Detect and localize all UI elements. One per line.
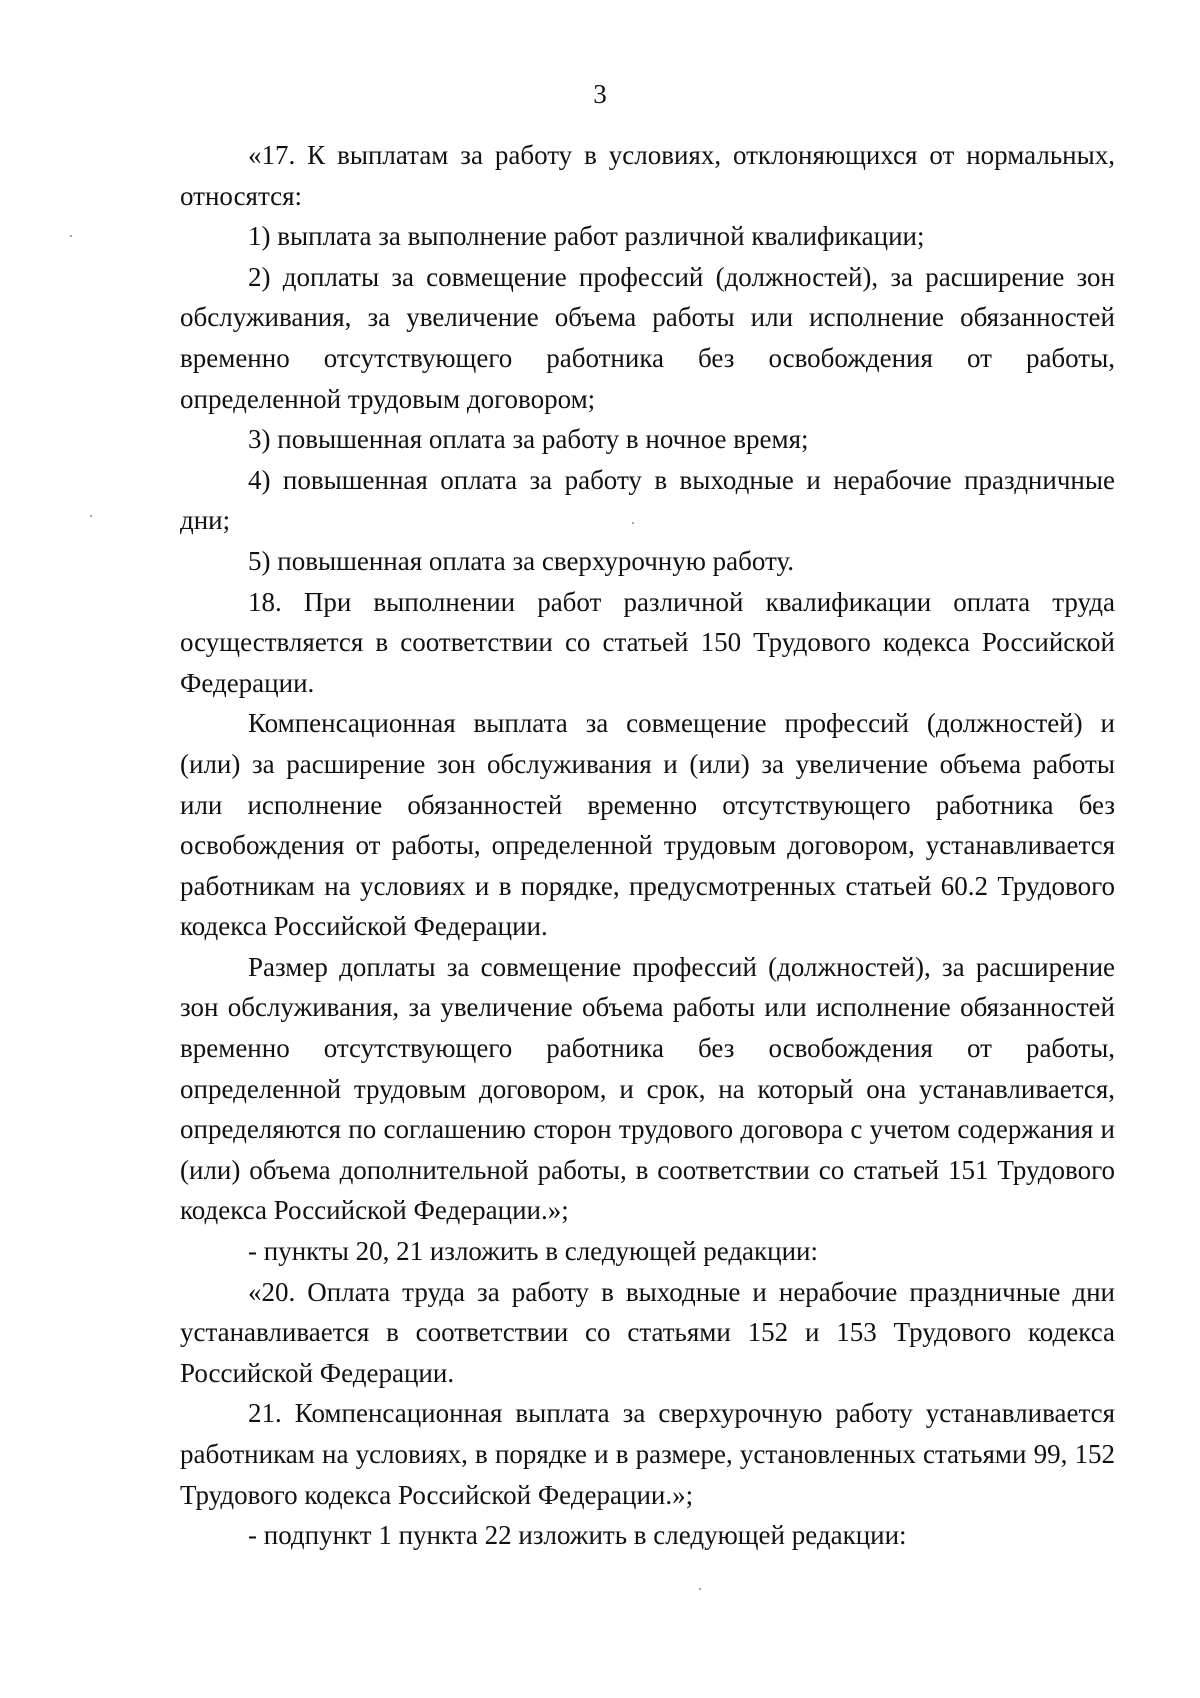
scan-speck [90, 515, 92, 517]
list-item-3: 3) повышенная оплата за работу в ночное время; [248, 424, 809, 455]
document-body [180, 135, 1115, 1556]
paragraph-20: «20. Оплата труда за работу в выходные и нерабочие праздничные дни устанавливается в соответствии со статьями 152 и 153 Трудового кодекса Российской Федерации. [180, 1276, 1115, 1388]
paragraph-amendment-20-21: - пункты 20, 21 изложить в следующей редакции: [248, 1236, 819, 1267]
paragraph-17-intro: «17. К выплатам за работу в условиях, отклоняющихся от нормальных, относятся: [180, 140, 1115, 211]
paragraph-18: 18. При выполнении работ различной квалификации оплата труда осуществляется в соответствии со статьей 150 Трудового кодекса Российской Федерации. [180, 586, 1115, 698]
list-item-4: 4) повышенная оплата за работу в выходные и нерабочие праздничные дни; [180, 464, 1115, 536]
scan-speck [699, 1588, 701, 1590]
paragraph-surcharge-size: Размер доплаты за совмещение профессий (должностей), за расширение зон обслуживания, за увеличение объема работы или исполнение обязанностей временно отсутствующего работника без освобождения от работы, определенной трудовым договором, и срок, на который она устанавливается, определяются по соглашению сторон трудового договора с учетом содержания и (или) объема дополнительной работы, в соответствии со статьей 151 Трудового кодекса Российской Федерации.»; [180, 951, 1115, 1226]
list-item-2: 2) доплаты за совмещение профессий (должностей), за расширение зон обслуживания, за увеличение объема работы или исполнение обязанностей временно отсутствующего работника без освобождения от работы, определенной трудовым договором; [180, 261, 1115, 414]
scan-speck [632, 522, 634, 524]
paragraph-21: 21. Компенсационная выплата за сверхурочную работу устанавливается работникам на условиях, в порядке и в размере, установленных статьями 99, 152 Трудового кодекса Российской Федерации.»; [180, 1398, 1115, 1510]
page-number: 3 [593, 79, 607, 109]
list-item-1: 1) выплата за выполнение работ различной квалификации; [248, 221, 925, 252]
list-item-5: 5) повышенная оплата за сверхурочную работу. [248, 545, 795, 576]
scan-speck [70, 235, 72, 237]
paragraph-amendment-22: - подпункт 1 пункта 22 изложить в следующей редакции: [248, 1520, 907, 1551]
paragraph-compensation: Компенсационная выплата за совмещение профессий (должностей) и (или) за расширение зон обслуживания и (или) за увеличение объема работы или исполнение обязанностей временно отсутствующего работника без освобождения от работы, определенной трудовым договором, устанавливается работникам на условиях и в порядке, предусмотренных статьей 60.2 Трудового кодекса Российской Федерации. [180, 708, 1115, 942]
